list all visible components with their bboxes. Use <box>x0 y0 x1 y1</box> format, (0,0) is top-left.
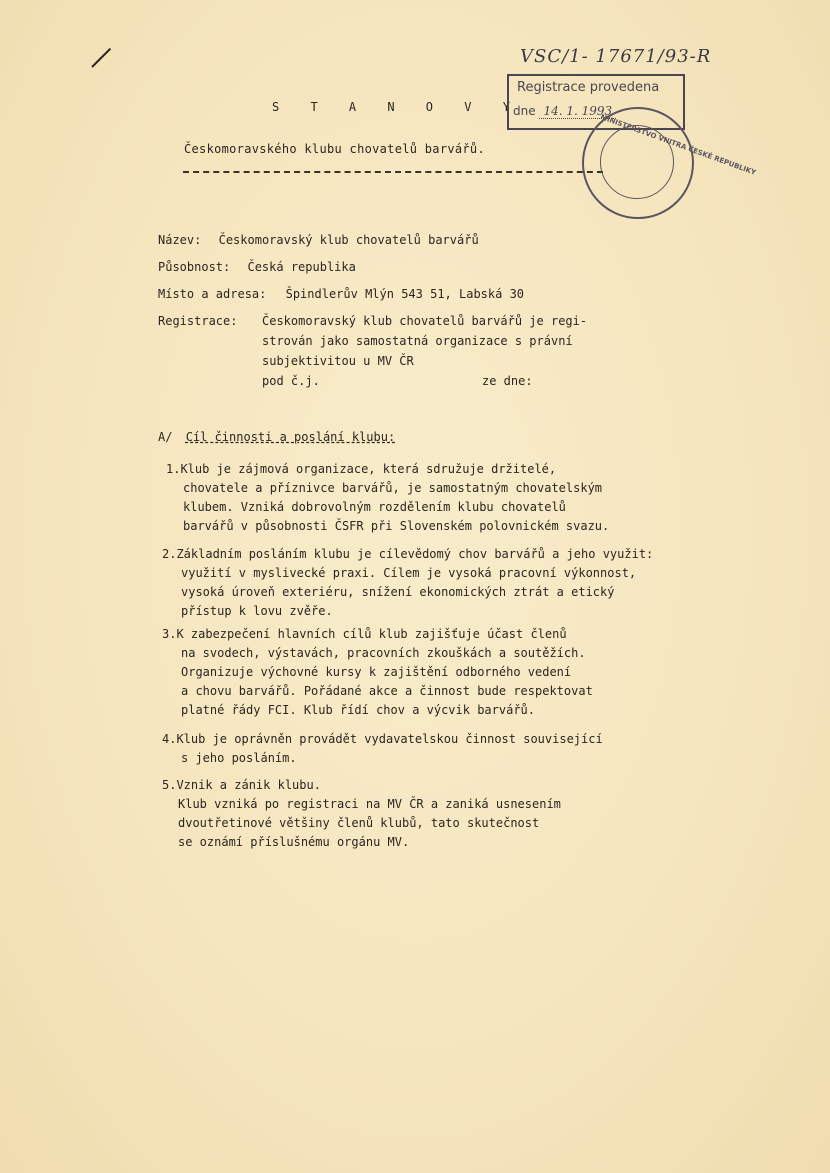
item-3-line: Organizuje výchovné kursy k zajištění odborného vedení <box>181 665 572 679</box>
document-title: S T A N O V Y <box>272 100 522 114</box>
registration-line-2: strován jako samostatná organizace s právní <box>262 334 573 348</box>
scope-label: Působnost: <box>158 260 231 274</box>
item-2-line: 2.Základním posláním klubu je cílevědomý chov barvářů a jeho využit: <box>162 547 654 561</box>
date-value: 14. 1. 1993 <box>539 104 616 119</box>
name-value: Českomoravský klub chovatelů barvářů <box>218 233 479 247</box>
item-1-line: barvářů v působnosti ČSFR při Slovenském polovnickém svazu. <box>183 519 610 533</box>
registration-line-4b: ze dne: <box>482 374 533 388</box>
item-2-line: využití v myslivecké praxi. Cílem je vysoká pracovní výkonnost, <box>181 566 637 580</box>
official-seal <box>582 107 757 219</box>
section-a-item-3 <box>162 625 593 720</box>
handwritten-reference: VSC/1- 17671/93-R <box>520 46 712 67</box>
item-5-line: Klub vzniká po registraci na MV ČR a zaniká usnesením <box>178 797 561 811</box>
address-value: Špindlerův Mlýn 543 51, Labská 30 <box>285 287 525 301</box>
date-prefix: dne <box>513 104 536 118</box>
pen-mark <box>91 48 111 68</box>
item-1-line: chovatele a příznivce barvářů, je samostatným chovatelským <box>183 481 603 495</box>
section-a-title: Cíl činnosti a poslání klubu: <box>185 430 396 444</box>
address-label: Místo a adresa: <box>158 287 267 301</box>
section-a-item-2 <box>162 545 653 621</box>
info-address-row <box>158 287 524 301</box>
scope-value: Česká republika <box>247 260 356 274</box>
section-a-prefix: A/ <box>158 430 173 444</box>
item-4-line: s jeho posláním. <box>181 751 297 765</box>
item-3-line: 3.K zabezpečení hlavních cílů klub zajišťuje účast členů <box>162 627 567 641</box>
registration-line-4a: pod č.j. <box>262 374 320 388</box>
registration-label: Registrace: <box>158 314 238 328</box>
item-3-line: a chovu barvářů. Pořádané akce a činnost bude respektovat <box>181 684 593 698</box>
info-name-row <box>158 233 479 247</box>
seal-text: MINISTERSTVO VNITRA ČESKÉ REPUBLIKY <box>599 113 757 177</box>
section-a-item-5 <box>162 776 561 852</box>
document-subtitle: Českomoravského klubu chovatelů barvářů. <box>184 142 485 156</box>
item-5-line: dvoutřetinové většiny členů klubů, tato skutečnost <box>178 816 540 830</box>
section-a-item-1 <box>166 460 609 536</box>
registration-line-1: Českomoravský klub chovatelů barvářů je regi- <box>262 314 588 328</box>
item-1-line: klubem. Vzniká dobrovolným rozdělením klubu chovatelů <box>183 500 566 514</box>
item-3-line: platné řády FCI. Klub řídí chov a výcvik barvářů. <box>181 703 536 717</box>
info-scope-row <box>158 260 356 274</box>
item-5-line: se oznámí příslušnému orgánu MV. <box>178 835 410 849</box>
item-5-line: 5.Vznik a zánik klubu. <box>162 778 321 792</box>
item-3-line: na svodech, výstavách, pracovních zkouškách a soutěžích. <box>181 646 586 660</box>
item-2-line: přístup k lovu zvěře. <box>181 604 333 618</box>
registration-line-3: subjektivitou u MV ČR <box>262 354 414 368</box>
separator-line <box>183 171 603 173</box>
registration-stamp-label: Registrace provedena <box>517 80 660 95</box>
item-1-line: 1.Klub je zájmová organizace, která sdružuje držitelé, <box>166 462 557 476</box>
section-a-item-4 <box>162 730 603 768</box>
item-4-line: 4.Klub je oprávněn provádět vydavatelskou činnost související <box>162 732 603 746</box>
item-2-line: vysoká úroveň exteriéru, snížení ekonomických ztrát a etický <box>181 585 615 599</box>
section-a-heading <box>158 430 395 444</box>
name-label: Název: <box>158 233 202 247</box>
